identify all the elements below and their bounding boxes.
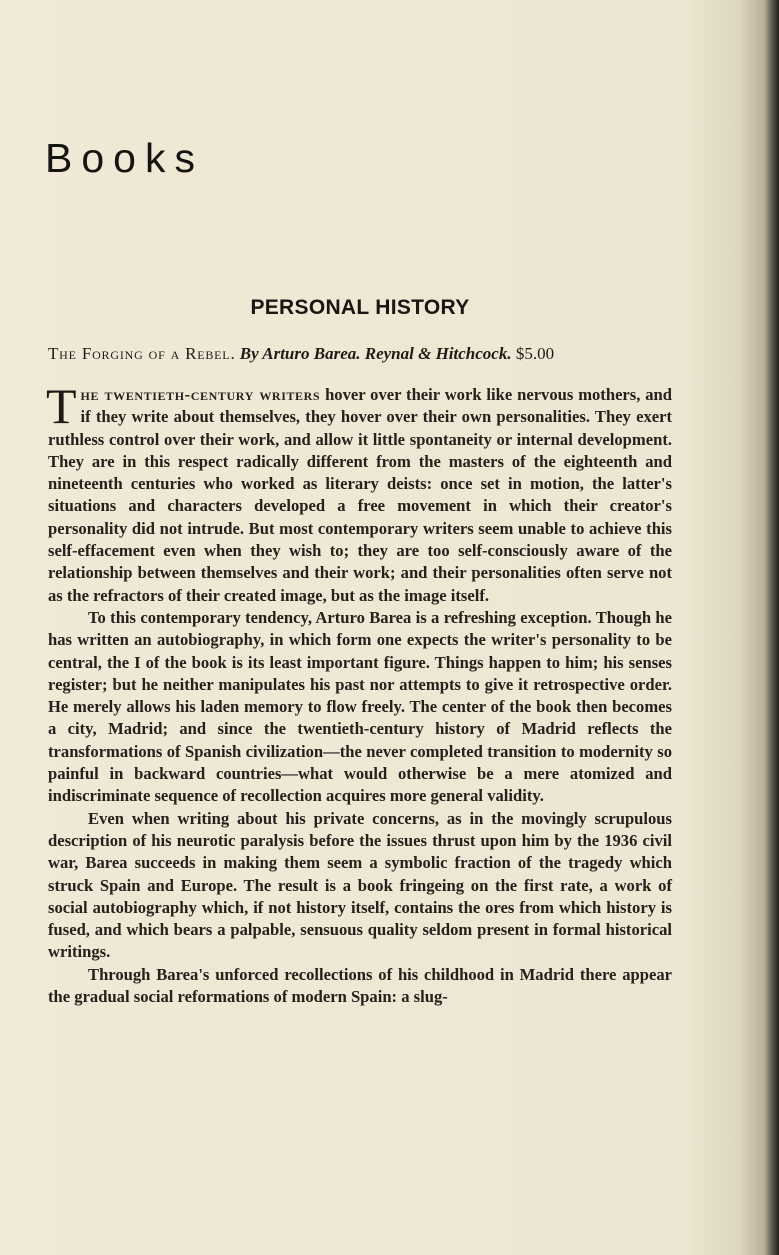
drop-cap: T	[46, 378, 77, 434]
paragraph-3: Even when writing about his private concerns, as in the movingly scrupulous description of his neurotic paralysis before the issues thrust upon him by the 1936 civil war, Barea succeeds in making them seem a symbolic fraction of the tragedy which struck Spain and Europe. The result is a book fringeing on the first rate, a work of social autobiography which, if not history itself, contains the ores from which history is fused, and which bears a palpable, sensuous quality seldom present in formal historical writings.	[48, 808, 672, 962]
paragraph-1-text: hover over their work like nervous mothers, and if they write about themselves, they hover over their own personalities. They exert ruthless control over their work, and allow it little spontaneity or internal development. They are in this respect radically different from the masters of the eighteenth and nineteenth centuries who worked as literary deists: once set in motion, the latter's situations and characters developed a free movement in which their creator's personality did not intrude. But most contemporary writers seem unable to achieve this self-effacement even when they wish to; they are too self-consciously aware of the relationship between themselves and their work; and their personalities often serve not as the refractors of their created image, but as the image itself.	[48, 385, 673, 605]
article-body	[46, 378, 673, 1008]
paragraph-1	[46, 378, 673, 607]
lead-in-words: he twentieth-century writers	[80, 385, 321, 404]
paragraph-4: Through Barea's unforced recollections of his childhood in Madrid there appear the gradual social reformations of modern Spain: a slug-	[48, 964, 672, 1007]
reviewed-book-price: $5.00	[515, 344, 555, 363]
section-title: Books	[45, 135, 204, 181]
reviewed-book-byline: By Arturo Barea. Reynal & Hitchcock.	[239, 344, 512, 363]
review-citation	[48, 344, 678, 364]
article-heading: PERSONAL HISTORY	[250, 296, 470, 319]
reviewed-book-title: The Forging of a Rebel.	[48, 344, 236, 363]
page-spine-shadow	[765, 0, 779, 1255]
paragraph-2: To this contemporary tendency, Arturo Barea is a refreshing exception. Though he has written an autobiography, in which form one expects the writer's personality to be central, the I of the book is its least important figure. Things happen to him; his senses register; but he neither manipulates his past nor attempts to give it retrospective order. He merely allows his laden memory to flow freely. The center of the book then becomes a city, Madrid; and since the twentieth-century history of Madrid reflects the transformations of Spanish civilization—the never completed transition to modernity so painful in backward countries—what would otherwise be a mere atomized and indiscriminate sequence of recollection acquires more general validity.	[48, 607, 672, 806]
